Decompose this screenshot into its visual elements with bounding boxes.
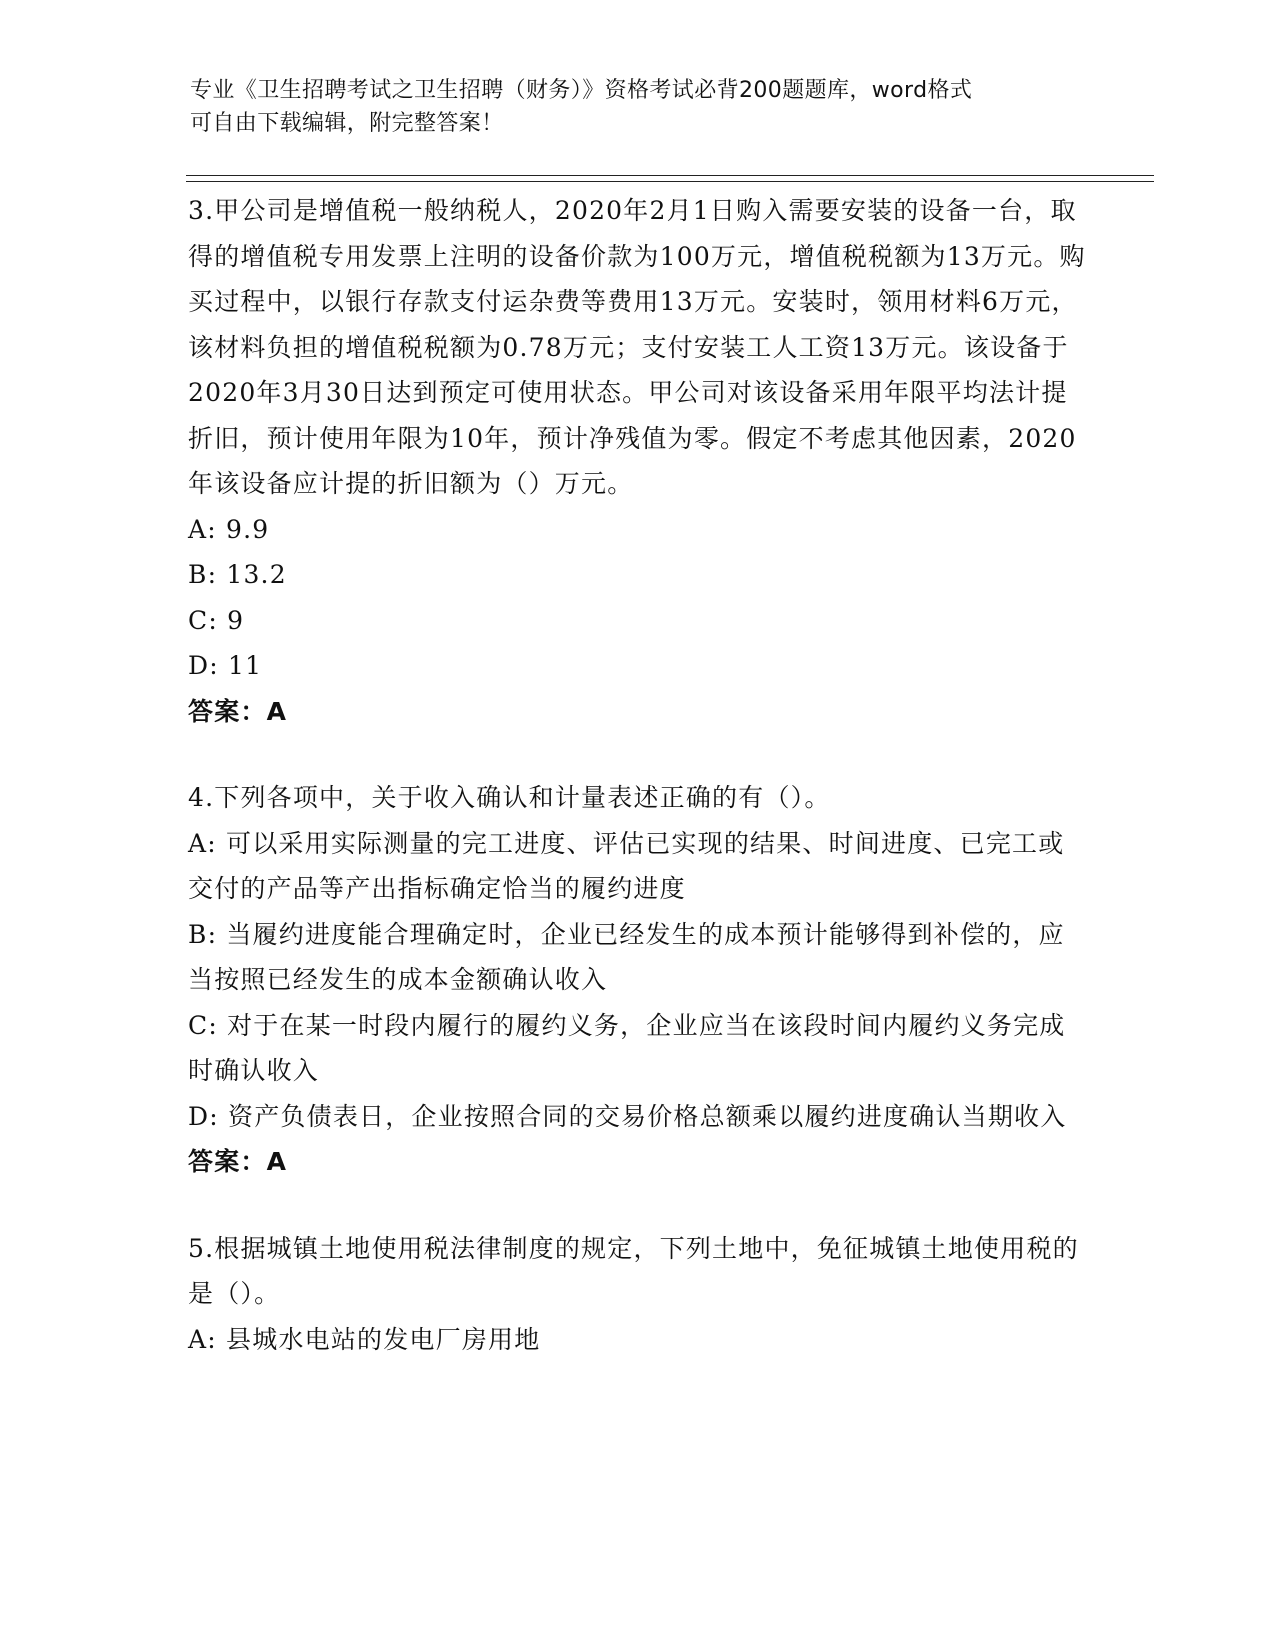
header-title-line-2: 可自由下载编辑，附完整答案！ <box>190 111 504 136</box>
option-b: B: 当履约进度能合理确定时，企业已经发生的成本预计能够得到补偿的，应当按照已经发生的成本金额确认收入 <box>188 919 1065 994</box>
option-d: D: 11 <box>188 651 263 680</box>
answer-label: 答案：A <box>188 1147 288 1176</box>
document-header <box>190 74 1090 140</box>
question-stem: 3.甲公司是增值税一般纳税人，2020年2月1日购入需要安装的设备一台，取得的增值税专用发票上注明的设备价款为100万元，增值税税额为13万元。购买过程中，以银行存款支付运杂费等费用13万元。安装时，领用材料6万元，该材料负担的增值税税额为0.78万元；支付安装工人工资13万元。该设备于2020年3月30日达到预定可使用状态。甲公司对该设备采用年限平均法计提折旧，预计使用年限为10年，预计净残值为零。假定不考虑其他因素，2020年该设备应计提的折旧额为（）万元。 <box>188 196 1086 498</box>
question-list <box>188 188 1088 1362</box>
option-b: B: 13.2 <box>188 560 287 589</box>
header-divider-bottom <box>186 181 1154 182</box>
question-stem: 4.下列各项中，关于收入确认和计量表述正确的有（）。 <box>188 783 831 812</box>
question-3 <box>188 188 1088 734</box>
question-stem: 5.根据城镇土地使用税法律制度的规定，下列土地中，免征城镇土地使用税的是（）。 <box>188 1233 1079 1308</box>
header-title-line-1: 专业《卫生招聘考试之卫生招聘（财务）》资格考试必背200题题库，word格式 <box>190 78 973 103</box>
option-c: C: 对于在某一时段内履行的履约义务，企业应当在该段时间内履约义务完成时确认收入 <box>188 1010 1066 1085</box>
option-a: A: 9.9 <box>188 514 270 544</box>
question-4 <box>188 775 1088 1185</box>
question-spacer <box>188 1185 1088 1226</box>
option-a: A: 可以采用实际测量的完工进度、评估已实现的结果、时间进度、已完工或交付的产品等产出指标确定恰当的履约进度 <box>188 828 1065 903</box>
header-divider-top <box>186 175 1154 176</box>
option-c: C: 9 <box>188 605 245 635</box>
option-d: D: 资产负债表日，企业按照合同的交易价格总额乘以履约进度确认当期收入 <box>188 1101 1067 1131</box>
question-spacer <box>188 734 1088 775</box>
option-a: A: 县城水电站的发电厂房用地 <box>188 1324 541 1354</box>
question-5 <box>188 1226 1088 1363</box>
answer-label: 答案：A <box>188 696 288 726</box>
